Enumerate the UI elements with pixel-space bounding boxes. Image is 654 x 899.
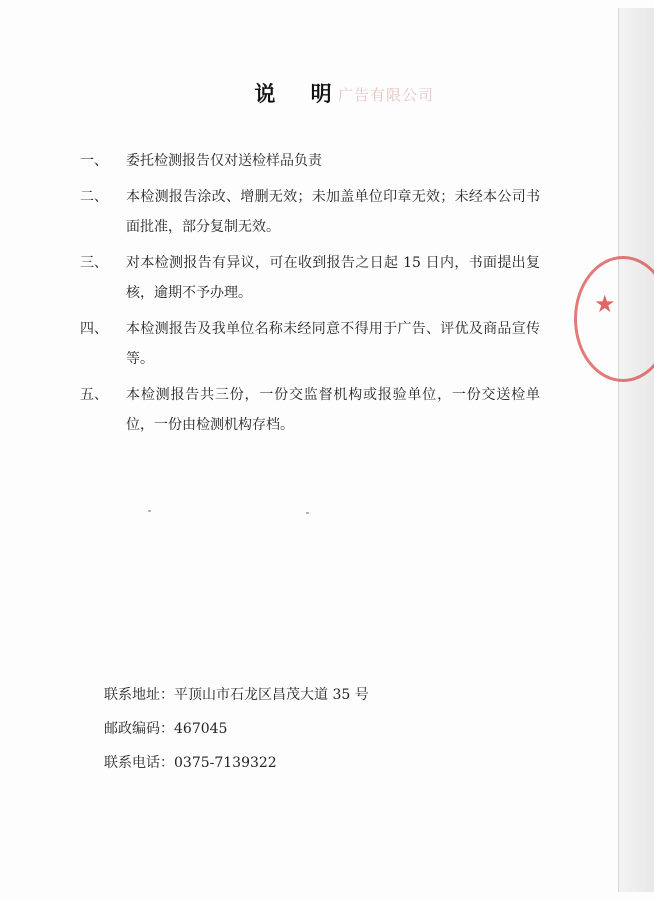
item-number: 三、 — [80, 255, 108, 271]
item-number: 五、 — [80, 387, 108, 403]
contact-postcode — [104, 712, 369, 746]
phone-label: 联系电话： — [104, 755, 174, 771]
list-item — [80, 248, 540, 308]
contact-phone — [104, 746, 369, 780]
contact-block — [104, 678, 369, 780]
item-number: 一、 — [80, 153, 108, 169]
list-item — [80, 380, 540, 440]
address-value: 平顶山市石龙区昌茂大道 35 号 — [174, 687, 369, 703]
bleed-through-text: 广告有限公司 — [338, 86, 435, 104]
item-number: 四、 — [80, 321, 108, 337]
scan-speck — [306, 512, 309, 514]
item-text: 本检测报告涂改、增删无效；未加盖单位印章无效；未经本公司书面批准，部分复制无效。 — [126, 189, 540, 235]
postcode-label: 邮政编码： — [104, 721, 174, 737]
seal-star-icon: ★ — [594, 290, 616, 318]
item-text: 委托检测报告仅对送检样品负责 — [126, 153, 322, 169]
list-item — [80, 146, 540, 176]
notice-list — [80, 146, 540, 446]
item-number: 二、 — [80, 189, 108, 205]
address-label: 联系地址： — [104, 687, 174, 703]
scan-speck — [148, 510, 151, 512]
page-title: 说 明 — [254, 82, 346, 106]
red-seal-stamp — [574, 256, 654, 382]
page-edge-shadow — [618, 8, 654, 892]
postcode-value: 467045 — [174, 721, 228, 737]
item-text: 对本检测报告有异议，可在收到报告之日起 15 日内，书面提出复核，逾期不予办理。 — [126, 255, 540, 301]
item-text: 本检测报告及我单位名称未经同意不得用于广告、评优及商品宣传等。 — [126, 321, 540, 367]
list-item — [80, 314, 540, 374]
item-text: 本检测报告共三份，一份交监督机构或报验单位，一份交送检单位，一份由检测机构存档。 — [126, 387, 540, 433]
list-item — [80, 182, 540, 242]
contact-address — [104, 678, 369, 712]
phone-value: 0375-7139322 — [174, 755, 277, 771]
